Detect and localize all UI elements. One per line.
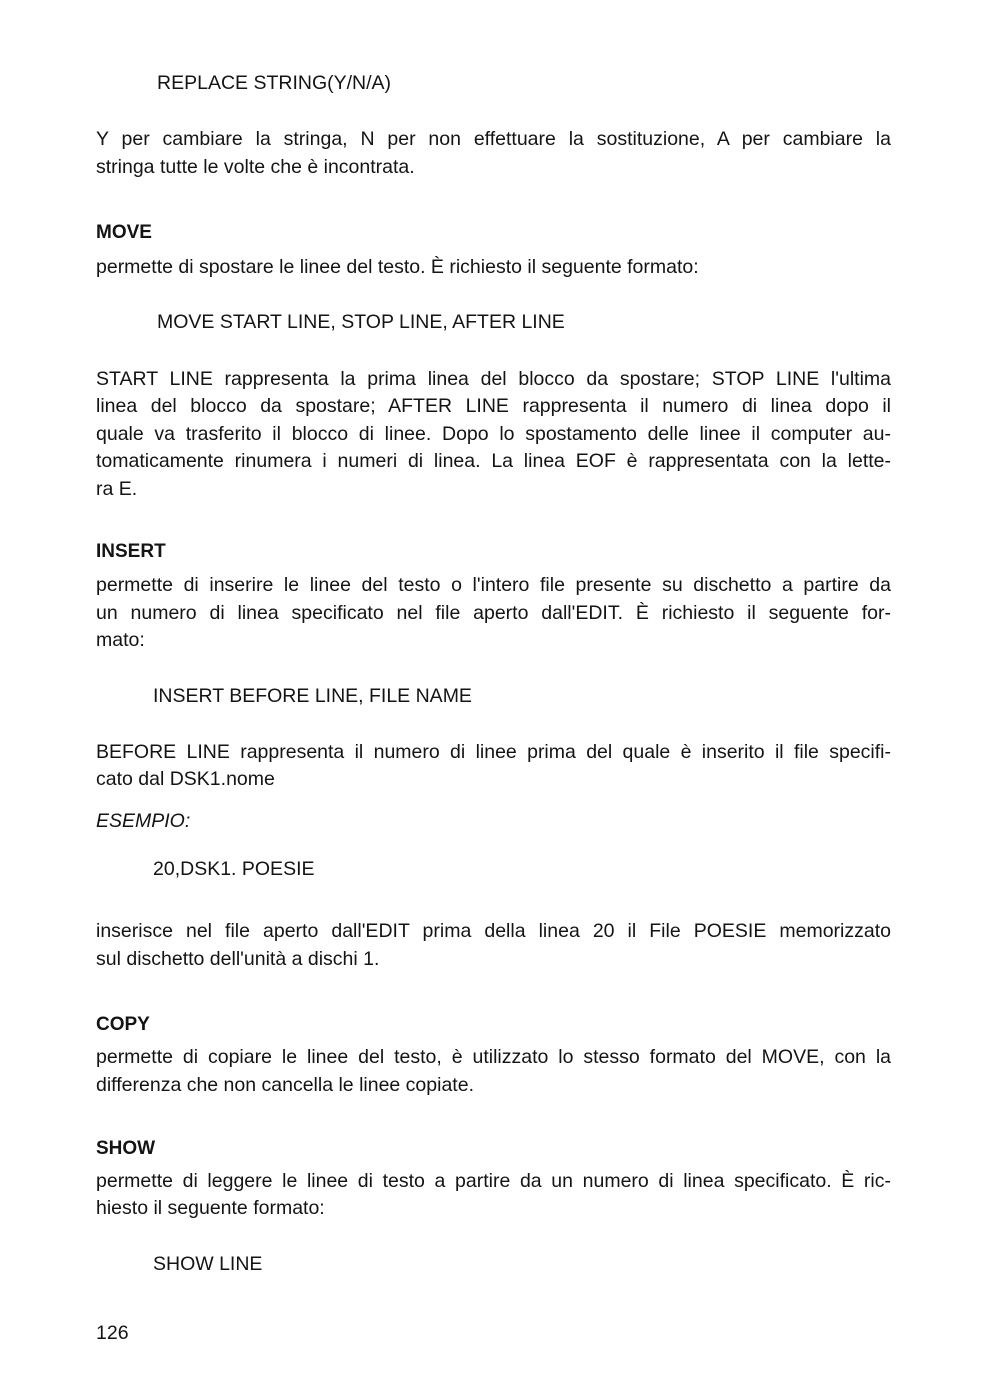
show-heading: SHOW <box>96 1138 156 1159</box>
insert-intro-line-1: permette di inserire le linee del testo o l'intero file presente su dischetto a partire da <box>96 574 891 596</box>
move-desc-line-2: linea del blocco da spostare; AFTER LINE rappresenta il numero di linea dopo il <box>96 395 891 417</box>
insert-desc-line-2: cato dal DSK1.nome <box>96 768 275 790</box>
example-desc-line-1: inserisce nel file aperto dall'EDIT prima della linea 20 il File POESIE memorizzato <box>96 920 891 942</box>
replace-desc-line-2: stringa tutte le volte che è incontrata. <box>96 156 415 178</box>
move-heading: MOVE <box>96 222 152 243</box>
copy-desc-line-2: differenza che non cancella le linee copiate. <box>96 1074 474 1096</box>
insert-desc-line-1: BEFORE LINE rappresenta il numero di linee prima del quale è inserito il file specifi- <box>96 741 891 763</box>
copy-heading: COPY <box>96 1014 150 1035</box>
insert-heading: INSERT <box>96 541 166 562</box>
replace-desc-line-1: Y per cambiare la stringa, N per non effettuare la sostituzione, A per cambiare la <box>96 128 891 150</box>
show-format: SHOW LINE <box>153 1253 263 1275</box>
insert-format: INSERT BEFORE LINE, FILE NAME <box>153 685 472 707</box>
move-desc-line-4: tomaticamente rinumera i numeri di linea. La linea EOF è rappresentata con la lette- <box>96 450 891 472</box>
show-desc-line-1: permette di leggere le linee di testo a partire da un numero di linea specificato. È ric- <box>96 1170 891 1192</box>
show-desc-line-2: hiesto il seguente formato: <box>96 1197 325 1219</box>
example-desc-line-2: sul dischetto dell'unità a dischi 1. <box>96 948 380 970</box>
copy-desc-line-1: permette di copiare le linee del testo, è utilizzato lo stesso formato del MOVE, con la <box>96 1046 891 1068</box>
move-intro: permette di spostare le linee del testo. È richiesto il seguente formato: <box>96 256 699 278</box>
move-format: MOVE START LINE, STOP LINE, AFTER LINE <box>157 311 565 333</box>
replace-string-prompt: REPLACE STRING(Y/N/A) <box>157 72 392 94</box>
move-desc-line-1: START LINE rappresenta la prima linea del blocco da spostare; STOP LINE l'ultima <box>96 368 891 390</box>
insert-intro-line-3: mato: <box>96 629 145 651</box>
page-number: 126 <box>96 1322 129 1344</box>
move-desc-line-3: quale va trasferito il blocco di linee. Dopo lo spostamento delle linee il computer au- <box>96 423 891 445</box>
example-text: 20,DSK1. POESIE <box>153 858 315 880</box>
insert-intro-line-2: un numero di linea specificato nel file aperto dall'EDIT. È richiesto il seguente for- <box>96 602 891 624</box>
example-label: ESEMPIO: <box>96 810 191 832</box>
move-desc-line-5: ra E. <box>96 478 138 500</box>
